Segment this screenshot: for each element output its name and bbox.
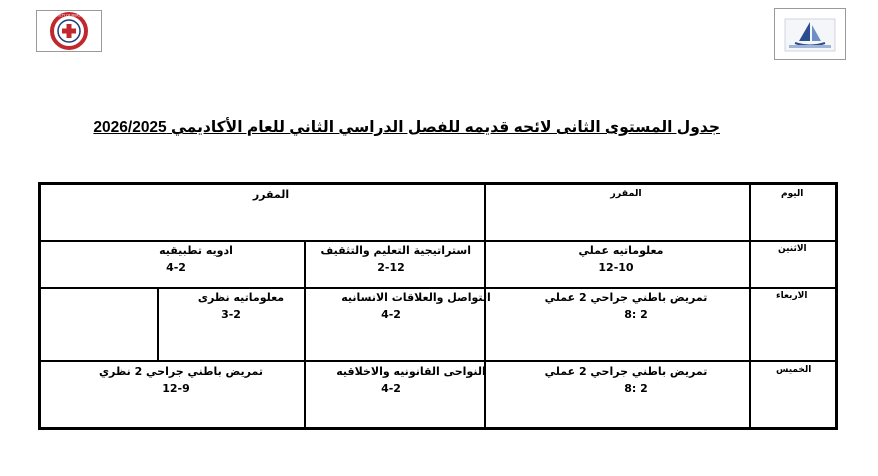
right-logo [774,8,846,60]
row-day-monday: الاثنين [778,244,807,254]
time-thu-3: 12-9 [162,382,190,395]
time-mon-2: 2-12 [377,261,405,274]
schedule-table [38,182,838,430]
academic-year: 2026/2025 [93,119,167,136]
course-mon-3: ادويه تطبيقيه [159,244,233,257]
time-wed-1: 8: 2 [624,308,648,321]
course-mon-2: استراتيجية التعليم والتثقيف [320,244,471,257]
seal-lettering: FACULTY OF NURSING [51,13,87,18]
left-logo [36,10,102,52]
column-divider [157,287,159,360]
row-divider [41,360,835,362]
course-wed-3: معلوماتيه نظرى [197,291,285,304]
header-day: اليوم [781,189,804,199]
course-thu-2: النواحى القانونيه والاخلاقيه [336,365,486,378]
time-thu-2: 4-2 [381,382,401,395]
sailboat-emblem-icon [775,9,845,59]
row-day-thursday: الخميس [776,365,812,375]
time-thu-1: 8: 2 [624,382,648,395]
course-thu-3: تمريض باطني جراحي 2 نظري [98,365,264,378]
course-wed-1: تمريض باطني جراحي 2 عملي [544,291,708,304]
row-day-wednesday: الاربعاء [776,291,808,301]
column-divider [749,185,751,427]
row-divider [41,287,835,289]
header-course-left: المقرر [252,188,290,201]
time-wed-2: 4-2 [381,308,401,321]
university-nursing-seal-icon [37,11,101,51]
course-thu-1: تمريض باطني جراحي 2 عملي [544,365,708,378]
title-text: جدول المستوى الثانى لائحه قديمه للفصل الدراسي الثاني للعام الأكاديمي [171,119,720,136]
time-mon-3: 4-2 [166,261,186,274]
course-wed-2: التواصل والعلاقات الانسانيه [341,291,491,304]
course-mon-1: معلوماتيه عملي [578,244,664,257]
column-divider [484,185,486,427]
time-wed-3: 3-2 [221,308,241,321]
time-mon-1: 12-10 [598,261,634,274]
header-course-right: المقرر [610,188,642,199]
row-divider [41,240,835,242]
schedule-title [93,118,720,137]
column-divider [304,240,306,427]
